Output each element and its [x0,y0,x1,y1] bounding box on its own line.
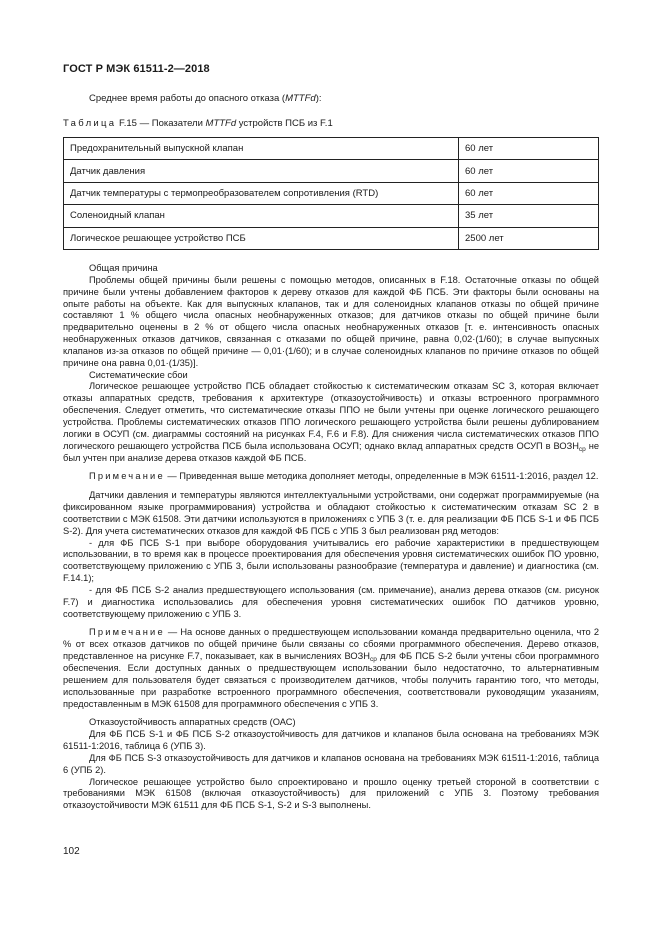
value-cell: 60 лет [459,182,599,204]
table-row [64,160,599,182]
hft-heading: Отказоустойчивость аппаратных средств (ОАС) [89,717,296,728]
document-header: ГОСТ Р МЭК 61511-2—2018 [63,63,210,75]
list-item: - для ФБ ПСБ S-1 при выборе оборудования учитывались его рабочие характеристики в предшествующем использовании, в то время как в процессе проектирования для обеспечения уровня систематических ошибок ПО уровню, соответствующему приложению с УПБ 3, были использованы разнообразие (температура и давление) и диагностика (см. F.14.1); [63,537,599,584]
hft-paragraph: Логическое решающее устройство было спроектировано и прошло оценку третьей стороной в соответствии с требованиями МЭК 61508 (включая отказоустойчивость) для приложений с УПБ 3. Поэтому требования отказоустойчивости МЭК 61511 для ФБ ПСБ S-1, S-2 и S-3 выполнены. [63,776,599,811]
hft-paragraph: Для ФБ ПСБ S-3 отказоустойчивость для датчиков и клапанов основана на требованиях МЭК 61511-1:2016, таблица 6 (УПБ 2). [63,752,599,775]
value-cell: 2500 лет [459,227,599,249]
systematic-paragraph: Логическое решающее устройство ПСБ обладает стойкостью к систематическим отказам SC 3, которая включает отказы аппаратных средств, требования к архитектуре (отказоустойчивость) и отказы встроенного программного обеспечения. Следует отметить, что систематические отказы ППО не были учтены при оценке логического решающего устройства. Проблемы систематических отказов ППО логического решающего устройства были решены дублированием логики в ОСУП (см. диаграммы состояний на рисунках F.4, F.6 и F.8). Для снижения числа систематических отказов ППО логического решающего устройства ПСБ была использована ОСУП; однако вклад аппаратных средств ОСУП в $ВОЗН_{ср}$ не был учтен при анализе дерева отказов каждой ФБ ПСБ. [63,381,599,463]
sensors-paragraph: Датчики давления и температуры являются интеллектуальными устройствами, они содержат программируемые (на фиксированном языке программирования) устройства и обладают стойкостью к систематическим отказам SC 2 в соответствии с МЭК 61508. Эти датчики используются в приложениях с УПБ 3 (т. е. для реализации ФБ ПСБ S-1 и ФБ ПСБ S-2). Для учета систематических отказов для каждой ФБ ПСБ с УПБ 3 был реализован ряд методов: [63,490,599,536]
list-item: - для ФБ ПСБ S-2 анализ предшествующего использования (см. примечание), анализ дерева отказов (см. рисунок F.7) и диагностика использовались для обеспечения уровня систематических ошибок ПО датчиков уровню, соответствующему приложению с УПБ 3. [63,584,599,619]
device-cell: Датчик давления [64,160,459,182]
value-cell: 35 лет [459,205,599,227]
table-label: Таблица [63,118,117,129]
note-2: Примечание — На основе данных о предшествующем использовании команда предварительно оценила, что 2 % от всех отказов датчиков по общей причине были связаны со сбоями программного обеспечения. Дерево отказов, представленное на рисунке F.7, показывает, как в вычислениях $ВОЗН_{ср}$ для ФБ ПСБ S-2 были учтены сбои программного обеспечения. Если доступных данных о предшествующем использовании было недостаточно, то альтернативным решением для пользователя будет связаться с производителем датчиков, чтобы получить гарантию того, что методы, использованные при разработке встроенного программного обеспечения, соответствовали руководящим указаниям, предоставленным в МЭК 61508 для программного обеспечения с УПБ 3. [63,627,599,709]
table-caption: Таблица F.15 — Показатели MTTFd устройств ПСБ из F.1 [63,118,333,129]
mttfd-term: MTTFd [285,93,316,104]
intro-line: Среднее время работы до опасного отказа (MTTFd): [89,93,322,104]
note-1: Примечание — Приведенная выше методика дополняет методы, определенные в МЭК 61511-1:2016, раздел 12. [89,471,599,482]
common-cause-heading: Общая причина [89,263,158,273]
mttfd-table [63,137,599,250]
table-row [64,182,599,204]
value-cell: 60 лет [459,160,599,182]
hft-paragraph: Для ФБ ПСБ S-1 и ФБ ПСБ S-2 отказоустойчивость для датчиков и клапанов была основана на требованиях МЭК 61511-1:2016, таблица 6 (УПБ 3). [63,729,599,752]
value-cell: 60 лет [459,138,599,160]
common-cause-paragraph: Проблемы общей причины были решены с помощью методов, описанных в F.18. Остаточные отказы по общей причине были учтены добавлением факторов к дереву отказов для каждой ФБ ПСБ. Эти факторы были основаны на опыте работы на объекте. Как для выпускных клапанов, так и для соленоидных клапанов отказы по общей причине составляют 1 % общего числа опасных необнаруженных отказов; для датчиков отказы по общей причине были предварительно оценены в 2 % от общего числа опасных необнаруженных отказов [т. е. интенсивность опасных необнаруженных отказов датчиков, связанная с отказами по общей причине, равна 0,02·(1/60); в случае выпускных клапанов из-за отказов по общей причине — 0,01·(1/60); и в случае соленоидных клапанов по причине отказов по общей причине она равна 0,01·(1/35)]. [63,274,599,368]
device-cell: Логическое решающее устройство ПСБ [64,227,459,249]
device-cell: Соленоидный клапан [64,205,459,227]
body-text [63,263,599,812]
table-row [64,227,599,249]
table-row [64,138,599,160]
page-number: 102 [63,846,80,857]
systematic-heading: Систематические сбои [89,369,188,380]
device-cell: Предохранительный выпускной клапан [64,138,459,160]
table-row [64,205,599,227]
device-cell: Датчик температуры с термопреобразователем сопротивления (RTD) [64,182,459,204]
